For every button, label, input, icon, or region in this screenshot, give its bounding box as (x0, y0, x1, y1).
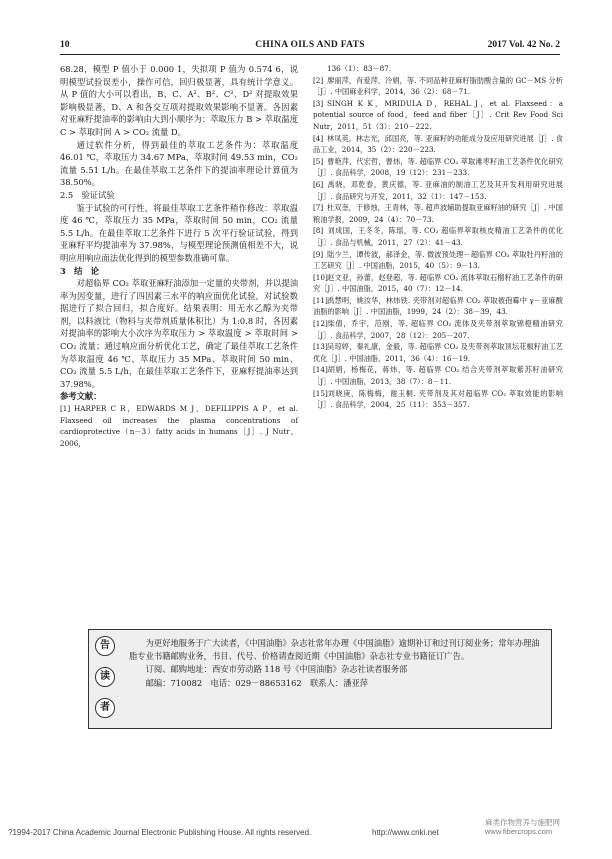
reference-number: [10] (313, 272, 328, 282)
issue-info: 2017 Vol. 42 No. 2 (487, 40, 560, 50)
reference-number: [3] (313, 98, 324, 108)
reference-number: [6] (313, 179, 324, 189)
reference-text: 吴琼婷，秦礼康，金毅，等. 超临界 CO₂ 及夹带剂萃取顶坛花椒籽油工艺优化［J］. 中国油脂，2011，36（4）：16－19. (313, 342, 563, 363)
reference-text: 陆少兰，谭传波，郝泽金，等. 微波预处理－超临界 CO₂ 萃取牡丹籽油的工艺研究［J］. 中国油脂，2015，40（5）：9－13. (313, 249, 563, 271)
paragraph-verification: 鉴于试验的可行性，将最佳萃取工艺条件稍作修改：萃取温度 46 ℃，萃取压力 35 MPa，萃取时间 50 min，CO₂ 流量 5.5 L/h。在最佳萃取工艺条件下进行 5 次平行验证试验，得到亚麻籽平均提油率为 37.98%，与模型理论预测值相差不大，说明应用响应面法优化得到的模型参数准确可靠。 (60, 202, 298, 263)
reference-text: SINGH K K，MRIDULA D，REHAL J，et al. Flaxseed：a potential source of food，feed and fiber［J］. Crit Rev Food Sci Nutr，2011，51（3）：210－222. (313, 98, 563, 131)
reference-text: 林凤英，林志光，邱国亮，等. 亚麻籽的功能成分及应用研究进展［J］. 食品工业，2014，35（2）：220－223. (313, 133, 563, 155)
watermark (485, 818, 560, 836)
reference-item (313, 202, 563, 225)
reference-text: HARPER C R，EDWARDS M J，DEFILIPPIS A P，et al. Flaxseed oil increases the plasma concentrations of cardioprotective（n－3）fatty acids in humans［J］. J Nutr，2006， (60, 404, 298, 448)
reference-item (313, 179, 563, 202)
reference-text: 刘成国，王冬冬，陈瑶，等. CO₂ 超临界萃取核皮精油工艺条件的优化［J］. 食品与机械，2011，27（2）：41－43. (313, 226, 563, 247)
watermark-url: www.fibercrops.com (485, 827, 553, 836)
left-column (60, 63, 298, 449)
reference-text: 曹艳萍，代宏哲，曹炜，等. 超临界 CO₂ 萃取滩枣籽油工艺条件优化研究［J］. 食品科学，2008，19（12）：231－233. (313, 156, 563, 178)
reference-item (313, 388, 563, 411)
reference-number: [11] (313, 295, 328, 305)
reference-text: 廖丽萍，肖爱萍，冷娟，等. 不同品种亚麻籽脂肪酸含量的 GC－MS 分析［J］. 中国麻业科学，2014，36（2）：68－71. (313, 75, 563, 97)
reference-number: [12] (313, 319, 328, 329)
notice-char: 读 (95, 667, 115, 687)
reader-notice-box (88, 629, 552, 729)
reference-item (313, 341, 563, 364)
reference-number: [1] (60, 404, 71, 414)
reference-text: 禹晓，邓乾春，黄庆德，等. 亚麻油的制油工艺及其开发利用研究进展［J］. 食品研究与开发，2011，32（1）：147－153. (313, 179, 563, 201)
notice-body: 为更好地服务于广大读者，《中国油脂》杂志社常年办理《中国油脂》逾期补订和过刊订阅业务；常年办理油脂专业书籍邮购业务，书目、代号、价格请查阅近期《中国油脂》杂志社专业书籍征订广告。 (129, 638, 540, 662)
reference-number: [2] (313, 75, 324, 85)
reference-item (313, 75, 563, 98)
reference-item (313, 318, 563, 341)
notice-char: 者 (95, 698, 115, 718)
reference-number: [9] (313, 249, 324, 259)
references-label: 参考文献： (60, 391, 102, 402)
reference-item (60, 403, 298, 449)
copyright-text: ?1994-2017 China Academic Journal Electronic Publishing House. All rights reserved. (8, 828, 312, 837)
reference-number: [14] (313, 365, 328, 375)
reference-list (313, 75, 563, 411)
paragraph-optimal: 通过软件分析，得到最佳的萃取工艺条件为：萃取温度 46.01 ℃，萃取压力 34.67 MPa，萃取时间 49.53 min，CO₂ 流量 5.51 L/h。在最佳萃取工艺条件下的提油率理论计算值为 38.50%。 (60, 139, 298, 188)
reference-item (313, 98, 563, 133)
reference-number: [8] (313, 226, 324, 236)
notice-contact: 邮编：710082 电话：029－88653162 联系人：潘亚萍 (145, 677, 369, 688)
journal-name: CHINA OILS AND FATS (255, 40, 365, 50)
reference-text: 136（1）：83－87. (327, 64, 392, 73)
notice-text (129, 637, 541, 690)
notice-title (95, 636, 121, 729)
reference-text: 刘晓庚，陈梅梅，谢玉桐. 夹带剂及其对超临界 CO₂ 萃取效能的影响［J］. 食品科学，2004，25（11）：353－357. (313, 388, 563, 410)
reference-continuation (313, 63, 563, 75)
reference-text: 胡娟，杨梅花，蒋炜，等. 超临界 CO₂ 结合夹带剂萃取紫苏籽油研究［J］. 中国油脂，2013，38（7）：8－11. (313, 365, 563, 387)
reference-number: [4] (313, 133, 324, 143)
reference-text: 禹慧明，姚汝华，林炜铁. 夹带剂对超临界 CO₂ 萃取被孢霉中 γ－亚麻酸油脂的影响［J］. 中国油脂，1999，24（2）：38－39，43. (313, 295, 563, 317)
reference-number: [15] (313, 388, 328, 398)
right-column (313, 63, 563, 411)
reference-item (313, 249, 563, 272)
notice-address: 订阅、邮购地址：西安市劳动路 118 号《中国油脂》杂志社读者服务部 (145, 664, 408, 675)
page-number: 10 (60, 40, 70, 50)
reference-text: 杜双奎，于修烛，王青林，等. 超声波辅助提取亚麻籽油的研究［J］. 中国粮油学报，2009，24（4）：70－73. (313, 203, 563, 224)
paragraph-anova: 68.28，模型 P 值小于 0.000 1，失拟项 P 值为 0.574 6，说明模型试验误差小，操作可信，回归极显著，具有统计学意义。从 P 值的大小可以看出，B、C、A²、B²、C²、D² 对提取效果影响极显著，D、A 和各交互项对提取效果影响不显著。各因素对亚麻籽提油率的影响由大到小顺序为：萃取压力 B > 萃取温度 C > 萃取时间 A > CO₂ 流量 D。 (60, 64, 298, 137)
cnki-link[interactable]: http://www.cnki.net (372, 828, 439, 837)
reference-text: 柴倩，乔宇，范刚，等. 超临界 CO₂ 流体及夹带剂萃取锦橙精油研究［J］. 食品科学，2007，28（12）：205－207. (313, 319, 563, 340)
reference-item (313, 295, 563, 318)
reference-item (313, 272, 563, 295)
reference-number: [7] (313, 203, 324, 213)
reference-item (313, 225, 563, 248)
reference-item (313, 156, 563, 179)
notice-char: 告 (95, 636, 115, 656)
watermark-title: 麻类作物营养与施肥网 (485, 818, 560, 827)
reference-item (313, 364, 563, 387)
reference-number: [13] (313, 342, 328, 352)
paragraph-conclusion: 对超临界 CO₂ 萃取亚麻籽油添加一定量的夹带剂，并以提油率为因变量，进行了四因素三水平的响应面优化试验，对试验数据进行了拟合回归，拟合度好。结果表明：用无水乙醇为夹带剂，以料液比（物料与夹带剂质量体积比）为 1:0.8 时，各因素对提油率的影响大小次序为萃取压力 > 萃取温度 > 萃取时间 > CO₂ 流量；通过响应面分析优化工艺，确定了最佳萃取工艺条件为萃取温度 46 ℃、萃取压力 35 MPa、萃取时间 50 min、CO₂ 流量 5.5 L/h，在最佳萃取工艺条件下，亚麻籽提油率达到 37.98%。 (60, 278, 298, 389)
reference-item (313, 133, 563, 156)
reference-text: 赵文亚，孙蕾，赵登超，等. 超临界 CO₂ 流体萃取石榴籽油工艺条件的研究［J］. 中国油脂，2015，40（7）：12－14. (313, 272, 563, 294)
running-header (60, 40, 560, 55)
reference-number: [5] (313, 156, 324, 166)
section-2-5-heading: 2.5 验证试验 (60, 189, 115, 200)
section-3-heading: 3 结 论 (60, 265, 99, 276)
